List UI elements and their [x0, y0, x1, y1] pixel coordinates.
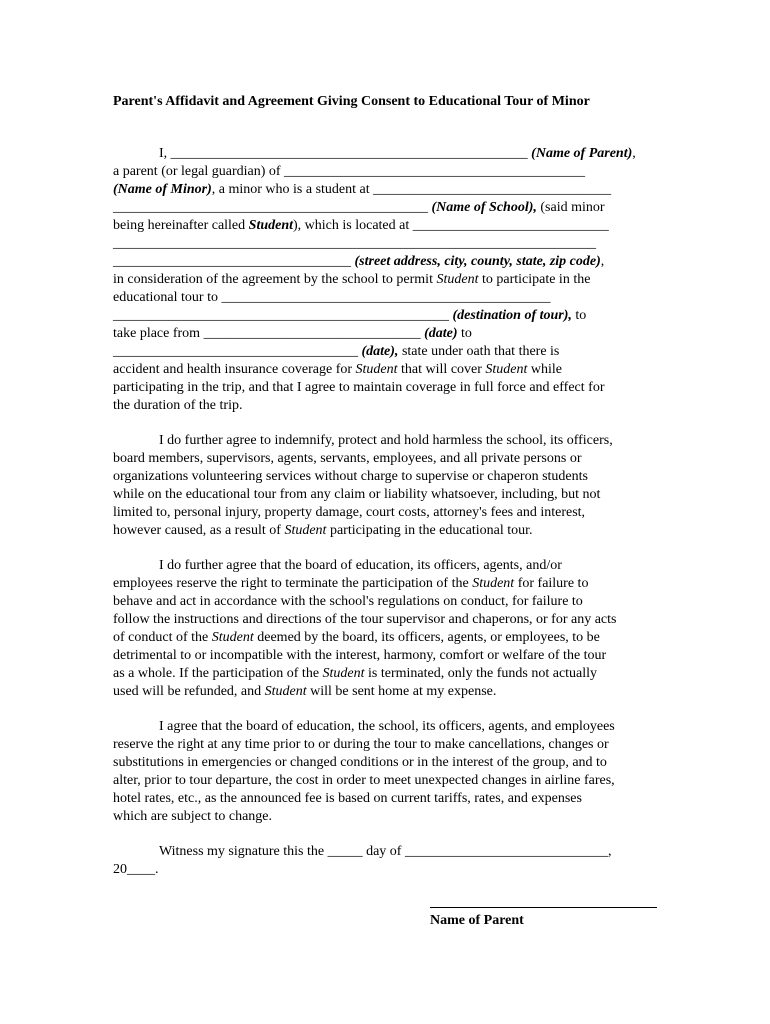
- witness-line-2: 20____.: [113, 862, 159, 877]
- text: used will be refunded, and: [113, 684, 265, 699]
- p1-line-6: _____________________________________________________________________: [113, 236, 596, 251]
- p2-line-5: limited to, personal injury, property damage, court costs, attorney's fees and interest,: [113, 505, 586, 520]
- text: __________________________________: [113, 254, 355, 269]
- text: however caused, as a result of: [113, 523, 285, 538]
- text: ___________________________________: [113, 344, 362, 359]
- p1-line-1: [159, 145, 636, 163]
- p3-line-5: [113, 629, 600, 647]
- p1-line-8: [113, 271, 590, 289]
- p3-line-3: behave and act in accordance with the school's regulations on conduct, for failure to: [113, 594, 583, 609]
- p2-line-4: while on the educational tour from any claim or liability whatsoever, including, but not: [113, 487, 601, 502]
- p3-line-8: [113, 683, 496, 701]
- p1-line-3: [113, 181, 611, 199]
- p3-line-2: [113, 575, 588, 593]
- student-term: Student: [264, 684, 307, 699]
- p3-line-4: follow the instructions and directions of the tour supervisor and chaperons, or for any acts: [113, 612, 617, 627]
- p1-line-14: participating in the trip, and that I agree to maintain coverage in full force and effect for: [113, 380, 605, 395]
- student-term: Student: [472, 576, 515, 591]
- text: being hereinafter called: [113, 218, 249, 233]
- text: for failure to: [514, 576, 589, 591]
- student-term: Student: [322, 666, 365, 681]
- name-of-school-label: (Name of School),: [431, 200, 537, 215]
- text: _____________________________________________: [113, 200, 432, 215]
- text: take place from _______________________________: [113, 326, 425, 341]
- p2-line-6: [113, 522, 533, 540]
- p2-line-1: I do further agree to indemnify, protect and hold harmless the school, its officers,: [159, 433, 613, 448]
- witness-line-1: Witness my signature this the _____ day of _____________________________,: [159, 844, 612, 859]
- text: I, ___________________________________________________: [159, 146, 532, 161]
- p1-line-11: [113, 325, 472, 343]
- p3-line-6: detrimental to or incompatible with the interest, harmony, comfort or welfare of the tour: [113, 648, 607, 663]
- signature-name-label: Name of Parent: [430, 913, 524, 928]
- student-term: Student: [248, 218, 294, 233]
- student-term: Student: [436, 272, 479, 287]
- text: in consideration of the agreement by the school to permit: [113, 272, 437, 287]
- text: to: [457, 326, 472, 341]
- text: , a minor who is a student at __________________________________: [211, 182, 612, 197]
- text: of conduct of the: [113, 630, 212, 645]
- student-term: Student: [485, 362, 528, 377]
- p1-line-10: [113, 307, 586, 325]
- p4-line-4: alter, prior to tour departure, the cost in order to meet unexpected changes in airline fares,: [113, 773, 615, 788]
- student-term: Student: [211, 630, 254, 645]
- p4-line-3: substitutions in emergencies or changed conditions or in the interest of the group, and to: [113, 755, 607, 770]
- address-label: (street address, city, county, state, zip code): [354, 254, 601, 269]
- date-label: (date),: [361, 344, 399, 359]
- name-of-parent-label: (Name of Parent): [531, 146, 633, 161]
- text: ________________________________________________: [113, 308, 453, 323]
- text: will be sent home at my expense.: [306, 684, 497, 699]
- p1-line-7: [113, 253, 604, 271]
- p1-line-4: [113, 199, 605, 217]
- p4-line-1: I agree that the board of education, the school, its officers, agents, and employees: [159, 719, 615, 734]
- date-label: (date): [424, 326, 458, 341]
- p1-line-2: a parent (or legal guardian) of ___________________________________________: [113, 164, 586, 179]
- student-term: Student: [284, 523, 327, 538]
- text: employees reserve the right to terminate the participation of the: [113, 576, 473, 591]
- text: ,: [600, 254, 605, 269]
- text: state under oath that there is: [398, 344, 560, 359]
- text: as a whole. If the participation of the: [113, 666, 323, 681]
- p4-line-2: reserve the right at any time prior to or during the tour to make cancellations, changes or: [113, 737, 609, 752]
- p2-line-2: board members, supervisors, agents, servants, employees, and all private persons or: [113, 451, 582, 466]
- text: (said minor: [536, 200, 605, 215]
- p1-line-9: educational tour to _______________________________________________: [113, 290, 551, 305]
- p3-line-1: I do further agree that the board of education, its officers, agents, and/or: [159, 558, 562, 573]
- text: while: [527, 362, 563, 377]
- student-term: Student: [355, 362, 398, 377]
- p4-line-6: which are subject to change.: [113, 809, 272, 824]
- text: deemed by the board, its officers, agents, or employees, to be: [253, 630, 600, 645]
- p1-line-15: the duration of the trip.: [113, 398, 243, 413]
- p3-line-7: [113, 665, 597, 683]
- text: is terminated, only the funds not actually: [364, 666, 598, 681]
- text: ), which is located at ____________________________: [293, 218, 609, 233]
- p2-line-3: organizations volunteering services without charge to supervise or chaperon students: [113, 469, 588, 484]
- p1-line-13: [113, 361, 562, 379]
- destination-label: (destination of tour),: [452, 308, 572, 323]
- text: that will cover: [397, 362, 486, 377]
- text: to: [571, 308, 587, 323]
- name-of-minor-label: (Name of Minor): [113, 182, 212, 197]
- document-title: Parent's Affidavit and Agreement Giving Consent to Educational Tour of Minor: [113, 94, 590, 109]
- text: ,: [632, 146, 636, 161]
- signature-line: [430, 907, 657, 908]
- p1-line-5: [113, 217, 609, 235]
- p1-line-12: [113, 343, 559, 361]
- text: participating in the educational tour.: [326, 523, 533, 538]
- p4-line-5: hotel rates, etc., as the announced fee is based on current tariffs, rates, and expenses: [113, 791, 582, 806]
- text: to participate in the: [478, 272, 591, 287]
- text: accident and health insurance coverage for: [113, 362, 356, 377]
